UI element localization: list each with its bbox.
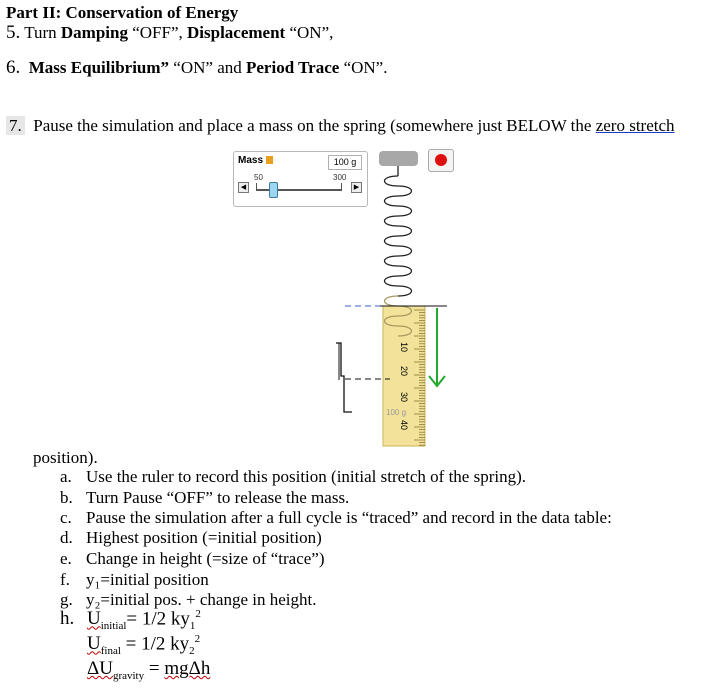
u-symbol: U <box>87 633 101 655</box>
ruler-label-40: 40 <box>399 420 409 431</box>
list-item-text: Pause the simulation after a full cycle is “traced” and record in the data table: <box>86 508 612 527</box>
list-item <box>60 549 325 569</box>
step-7-num: 7. <box>6 116 25 135</box>
list-item-text: Turn Pause “OFF” to release the mass. <box>86 488 350 507</box>
list-item-text: Use the ruler to record this position (initial stretch of the spring). <box>86 467 527 486</box>
delta-u-symbol: ΔU <box>87 658 113 679</box>
delta-u-gravity <box>87 658 145 682</box>
displacement-label: Displacement <box>187 23 286 42</box>
list-item-label: e. <box>60 549 72 568</box>
increase-arrow-icon[interactable]: ▶ <box>351 182 362 193</box>
equation-h-label: h. <box>60 608 75 629</box>
step-7-text: Pause the simulation and place a mass on the spring (somewhere just BELOW the <box>33 116 596 135</box>
square-sup: 2 <box>194 633 201 645</box>
mg-delta-h: mgΔh <box>164 658 211 679</box>
list-item <box>60 570 209 590</box>
list-item-label: g. <box>60 590 73 609</box>
equals-sign: = <box>144 658 165 679</box>
y2-sub: 2 <box>189 645 195 658</box>
mass-equilibrium-label: Mass Equilibrium” <box>28 58 170 77</box>
mass-title-label: Mass <box>238 155 264 166</box>
list-item <box>60 528 322 548</box>
ruler-label-10: 10 <box>399 342 409 353</box>
list-item-label: c. <box>60 508 72 527</box>
u-initial <box>87 608 127 633</box>
step-6-num: 6. <box>6 57 21 78</box>
gravity-sub: gravity <box>112 669 145 682</box>
part-title: Part II: Conservation of Energy <box>6 3 239 22</box>
equation-gravity <box>87 658 210 682</box>
step-7-continuation: position). <box>33 448 98 467</box>
list-item-label: d. <box>60 528 73 547</box>
u-final-rhs: = 1/2 ky <box>120 633 190 655</box>
step-5-text-3: “ON”, <box>285 23 334 42</box>
list-item-text: y₂=initial pos. + change in height. <box>86 590 317 609</box>
u-initial-sub: initial <box>100 620 127 633</box>
list-item-text: Change in height (=size of “trace”) <box>86 549 325 568</box>
list-item <box>60 508 612 528</box>
equation-final <box>87 633 200 657</box>
u-final-sub: final <box>100 645 121 658</box>
step-6-text-2: “ON”. <box>339 58 388 77</box>
slider-min-label: 50 <box>254 173 263 182</box>
ruler-mass-label: 100 g <box>386 408 407 417</box>
step-6-text: “ON” and <box>169 58 246 77</box>
list-item <box>60 488 349 508</box>
u-final <box>87 633 121 658</box>
decrease-arrow-icon[interactable]: ◀ <box>238 182 249 193</box>
u-initial-rhs: = 1/2 ky <box>126 608 190 630</box>
spring-icon <box>385 166 412 296</box>
ruler-label-20: 20 <box>399 366 409 377</box>
list-item-label: b. <box>60 488 73 507</box>
list-item <box>60 590 316 610</box>
list-item-label: f. <box>60 570 70 589</box>
list-item-label: a. <box>60 467 72 486</box>
list-item <box>60 467 526 487</box>
equation-initial <box>87 608 201 632</box>
damping-label: Damping <box>60 23 128 42</box>
list-item-text: y₁=initial position <box>86 570 209 589</box>
mass-value-field[interactable]: 100 g <box>328 155 362 170</box>
slider-max-label: 300 <box>333 173 347 182</box>
step-5-text: Turn <box>24 23 61 42</box>
step-5-text-2: “OFF”, <box>127 23 188 42</box>
u-symbol: U <box>87 608 101 630</box>
zero-stretch-link[interactable]: zero stretch <box>595 116 675 135</box>
square-sup: 2 <box>195 608 201 620</box>
ruler-label-30: 30 <box>399 392 409 403</box>
list-item-text: Highest position (=initial position) <box>86 528 322 547</box>
y1-sub: 1 <box>189 620 196 633</box>
period-trace <box>336 343 352 412</box>
step-5-num: 5. <box>6 22 21 43</box>
period-trace-label: Period Trace <box>246 58 340 77</box>
